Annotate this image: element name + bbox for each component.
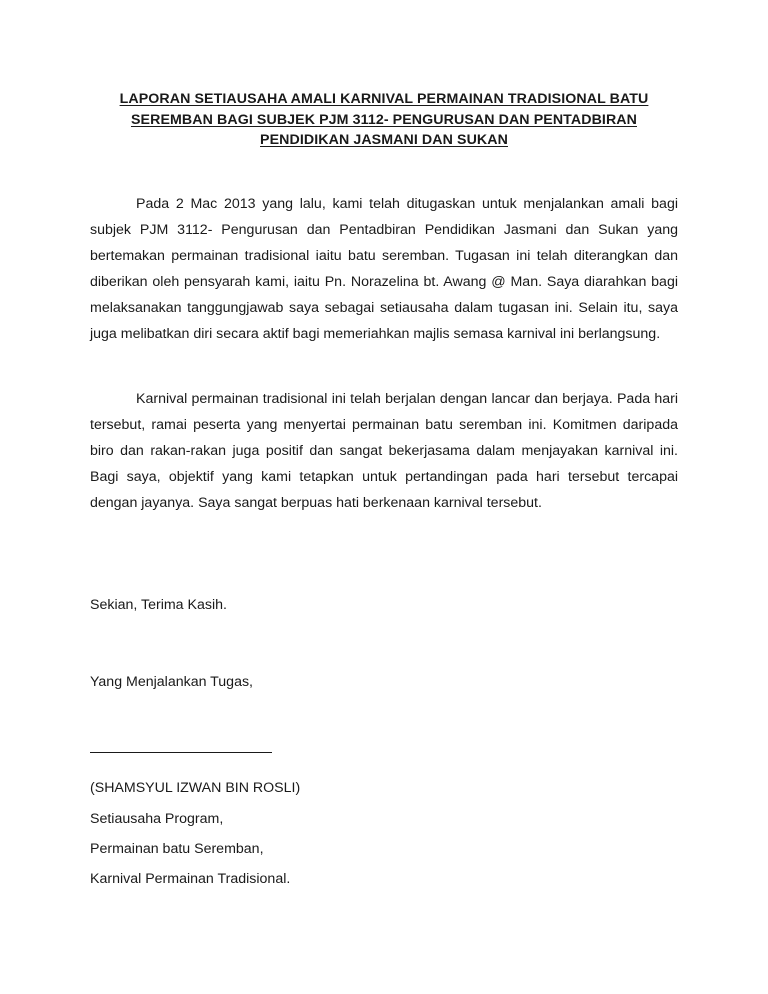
- title-line-2: SEREMBAN BAGI SUBJEK PJM 3112- PENGURUSAN DAN PENTADBIRAN: [130, 111, 637, 128]
- title-line-1: LAPORAN SETIAUSAHA AMALI KARNIVAL PERMAINAN TRADISIONAL BATU: [119, 91, 649, 107]
- signer-unit: Permainan batu Seremban,: [90, 841, 264, 857]
- closing-text: Sekian, Terima Kasih.: [90, 597, 227, 613]
- signer-name: (SHAMSYUL IZWAN BIN ROSLI): [90, 780, 301, 796]
- report-title: [90, 89, 678, 151]
- signature-intro: Yang Menjalankan Tugas,: [90, 674, 254, 690]
- paragraph-2-text: Karnival permainan tradisional ini telah berjalan dengan lancar dan berjaya. Pada hari tersebut, ramai peserta yang menyertai permainan batu seremban ini. Komitmen daripada biro dan rakan-rakan juga positif dan sangat bekerjasama dalam menjayakan karnival ini. Bagi saya, objektif yang kami tetapkan untuk pertandingan pada hari tersebut tercapai dengan jayanya. Saya sangat berpuas hati berkenaan karnival tersebut.: [90, 391, 678, 512]
- signature-line: [90, 752, 272, 753]
- signer-event: Karnival Permainan Tradisional.: [90, 871, 291, 887]
- body-paragraph-1: [90, 191, 678, 348]
- signer-title: Setiausaha Program,: [90, 811, 224, 827]
- title-line-3: PENDIDIKAN JASMANI DAN SUKAN: [260, 132, 508, 148]
- body-paragraph-2: [90, 386, 678, 516]
- paragraph-1-text: Pada 2 Mac 2013 yang lalu, kami telah ditugaskan untuk menjalankan amali bagi subjek PJM 3112- Pengurusan dan Pentadbiran Pendidikan Jasmani dan Sukan yang bertemakan permainan tradisional iaitu batu seremban. Tugasan ini telah diterangkan dan diberikan oleh pensyarah kami, iaitu Pn. Norazelina bt. Awang @ Man. Saya diarahkan bagi melaksanakan tanggungjawab saya sebagai setiausaha dalam tugasan ini. Selain itu, saya juga melibatkan diri secara aktif bagi memeriahkan majlis semasa karnival ini berlangsung.: [90, 196, 678, 343]
